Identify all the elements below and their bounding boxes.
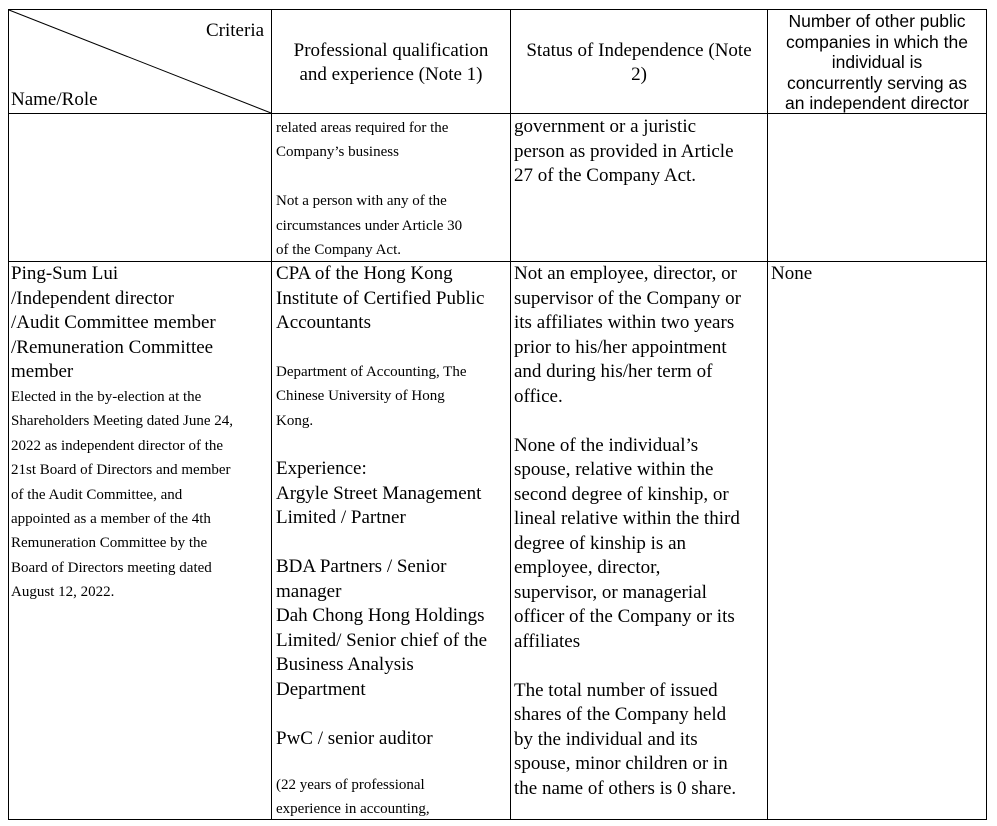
independence-column-header: Status of Independence (Note 2) <box>526 40 752 85</box>
qualification-education: Department of Accounting, The Chinese University of Hong Kong. <box>276 364 467 429</box>
qualification-years: (22 years of professional experience in accounting, <box>276 777 430 818</box>
col3-divider <box>767 9 768 820</box>
row1-qualification-cell: related areas required for the Company’s business Not a person with any of the circumstances under Article 30 of the Company Act. <box>276 120 463 259</box>
col2-divider <box>510 9 511 820</box>
row2-other-companies-cell: None <box>771 263 813 284</box>
row2-independence-cell: Not an employee, director, or supervisor of the Company or its affiliates within two years prior to his/her appointment and during his/her term of office. None of the individual’s spouse, relative within the second degree of kinship, or lineal relative within the third degree of kinship is an employee, director, supervisor, or managerial officer of the Company or its affiliates The total number of issued shares of the Company held by the individual and its spouse, minor children or in the name of others is 0 share. <box>514 263 741 799</box>
qualification-cpa: CPA of the Hong Kong Institute of Certified Public Accountants <box>276 263 485 333</box>
criteria-header-label: Criteria <box>206 20 265 41</box>
col1-divider <box>271 9 272 820</box>
qualification-column-header: Professional qualification and experience (Note 1) <box>293 40 489 85</box>
table-bottom-border <box>8 819 987 820</box>
name-role-header-label: Name/Role <box>11 89 98 110</box>
qualification-experience: Experience: Argyle Street Management Limited / Partner BDA Partners / Senior manager Dah Chong Hong Holdings Limited/ Senior chief of the Business Analysis Department PwC / senior auditor <box>276 458 488 749</box>
table-left-border <box>8 9 9 820</box>
row1-independence-cell: government or a juristic person as provided in Article 27 of the Company Act. <box>514 116 734 186</box>
director-election-note: Elected in the by-election at the Shareholders Meeting dated June 24, 2022 as independent director of the 21st Board of Directors and member of the Audit Committee, and appointed as a member of the 4th Remuneration Committee by the Board of Directors meeting dated August 12, 2022. <box>11 389 234 601</box>
table-right-border <box>986 9 987 820</box>
other-companies-column-header: Number of other public companies in which the individual is concurrently serving as an independent director <box>785 11 969 113</box>
director-name-role: Ping-Sum Lui /Independent director /Audit Committee member /Remuneration Committee member <box>11 263 216 382</box>
